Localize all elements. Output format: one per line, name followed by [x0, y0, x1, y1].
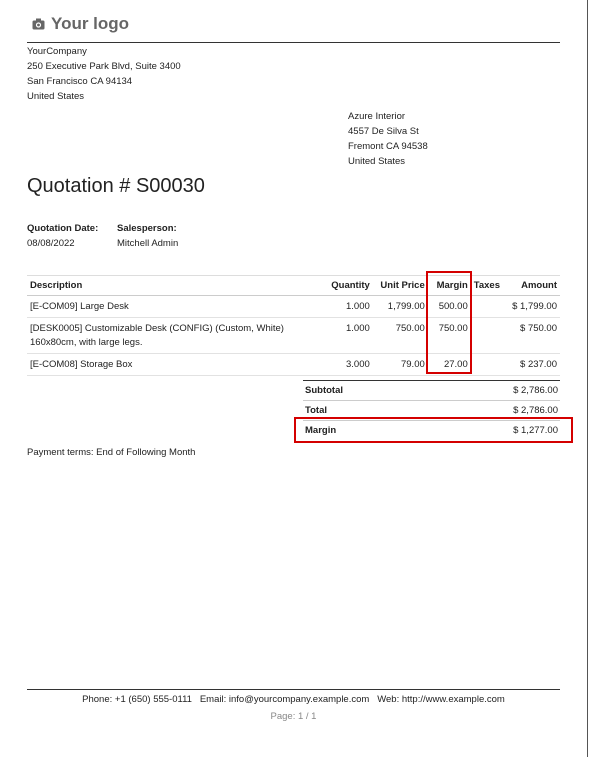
- row-quantity: 1.000: [317, 318, 373, 354]
- total-value: $ 2,786.00: [513, 405, 558, 416]
- row-taxes: [471, 354, 503, 376]
- row-quantity: 1.000: [317, 296, 373, 318]
- customer-street: 4557 De Silva St: [348, 126, 419, 137]
- customer-name: Azure Interior: [348, 111, 406, 122]
- camera-icon: [32, 18, 45, 30]
- column-header-description: Description: [27, 276, 317, 296]
- margin-total-highlight: [294, 417, 573, 443]
- logo-text: Your logo: [51, 14, 130, 33]
- payment-terms: Payment terms: End of Following Month: [27, 447, 196, 458]
- row-unit-price: 1,799.00: [373, 296, 428, 318]
- quotation-date-block: [27, 221, 98, 251]
- column-header-quantity: Quantity: [317, 276, 373, 296]
- row-quantity: 3.000: [317, 354, 373, 376]
- subtotal-label: Subtotal: [305, 385, 343, 396]
- company-logo: [32, 14, 129, 34]
- row-amount: $ 750.00: [503, 318, 560, 354]
- customer-city: Fremont CA 94538: [348, 141, 428, 152]
- company-address-line2: San Francisco CA 94134: [27, 76, 133, 87]
- row-description: [E-COM08] Storage Box: [27, 354, 317, 376]
- margin-total-label: Margin: [305, 425, 337, 436]
- quotation-date-value: 08/08/2022: [27, 238, 75, 249]
- page-title: Quotation # S00030: [27, 175, 205, 197]
- subtotal-value: $ 2,786.00: [513, 385, 558, 396]
- customer-address: [348, 109, 428, 169]
- row-margin: 500.00: [428, 296, 471, 318]
- column-header-margin: Margin: [428, 276, 471, 296]
- page-edge: [587, 0, 588, 757]
- table-header-row: [27, 276, 560, 296]
- row-amount: $ 1,799.00: [503, 296, 560, 318]
- customer-country: United States: [348, 156, 406, 167]
- header-divider: [27, 42, 560, 43]
- salesperson-block: [117, 221, 178, 251]
- row-taxes: [471, 318, 503, 354]
- order-lines-table: [27, 275, 560, 376]
- row-taxes: [471, 296, 503, 318]
- quotation-date-label: Quotation Date:: [27, 223, 99, 234]
- footer-divider: [27, 689, 560, 690]
- salesperson-label: Salesperson:: [117, 223, 177, 234]
- subtotal-row: [303, 381, 560, 401]
- salesperson-value: Mitchell Admin: [117, 238, 179, 249]
- column-header-amount: Amount: [503, 276, 560, 296]
- table-row: [27, 318, 560, 354]
- table-row: [27, 354, 560, 376]
- row-margin: 750.00: [428, 318, 471, 354]
- page-number: Page: 1 / 1: [270, 711, 317, 722]
- company-address-line1: 250 Executive Park Blvd, Suite 3400: [27, 61, 181, 72]
- company-country: United States: [27, 91, 85, 102]
- company-name: YourCompany: [27, 46, 87, 57]
- table-row: [27, 296, 560, 318]
- row-unit-price: 79.00: [373, 354, 428, 376]
- row-margin: 27.00: [428, 354, 471, 376]
- row-unit-price: 750.00: [373, 318, 428, 354]
- row-description: [DESK0005] Customizable Desk (CONFIG) (Custom, White) 160x80cm, with large legs.: [27, 318, 317, 354]
- row-description: [E-COM09] Large Desk: [27, 296, 317, 318]
- row-amount: $ 237.00: [503, 354, 560, 376]
- column-header-unit-price: Unit Price: [373, 276, 428, 296]
- total-label: Total: [305, 405, 327, 416]
- footer-contact: Phone: +1 (650) 555-0111 Email: info@yourcompany.example.com Web: http://www.example.com: [82, 694, 505, 705]
- company-address: [27, 44, 181, 104]
- column-header-taxes: Taxes: [471, 276, 503, 296]
- margin-total-value: $ 1,277.00: [513, 425, 558, 436]
- margin-column-highlight: [426, 271, 472, 374]
